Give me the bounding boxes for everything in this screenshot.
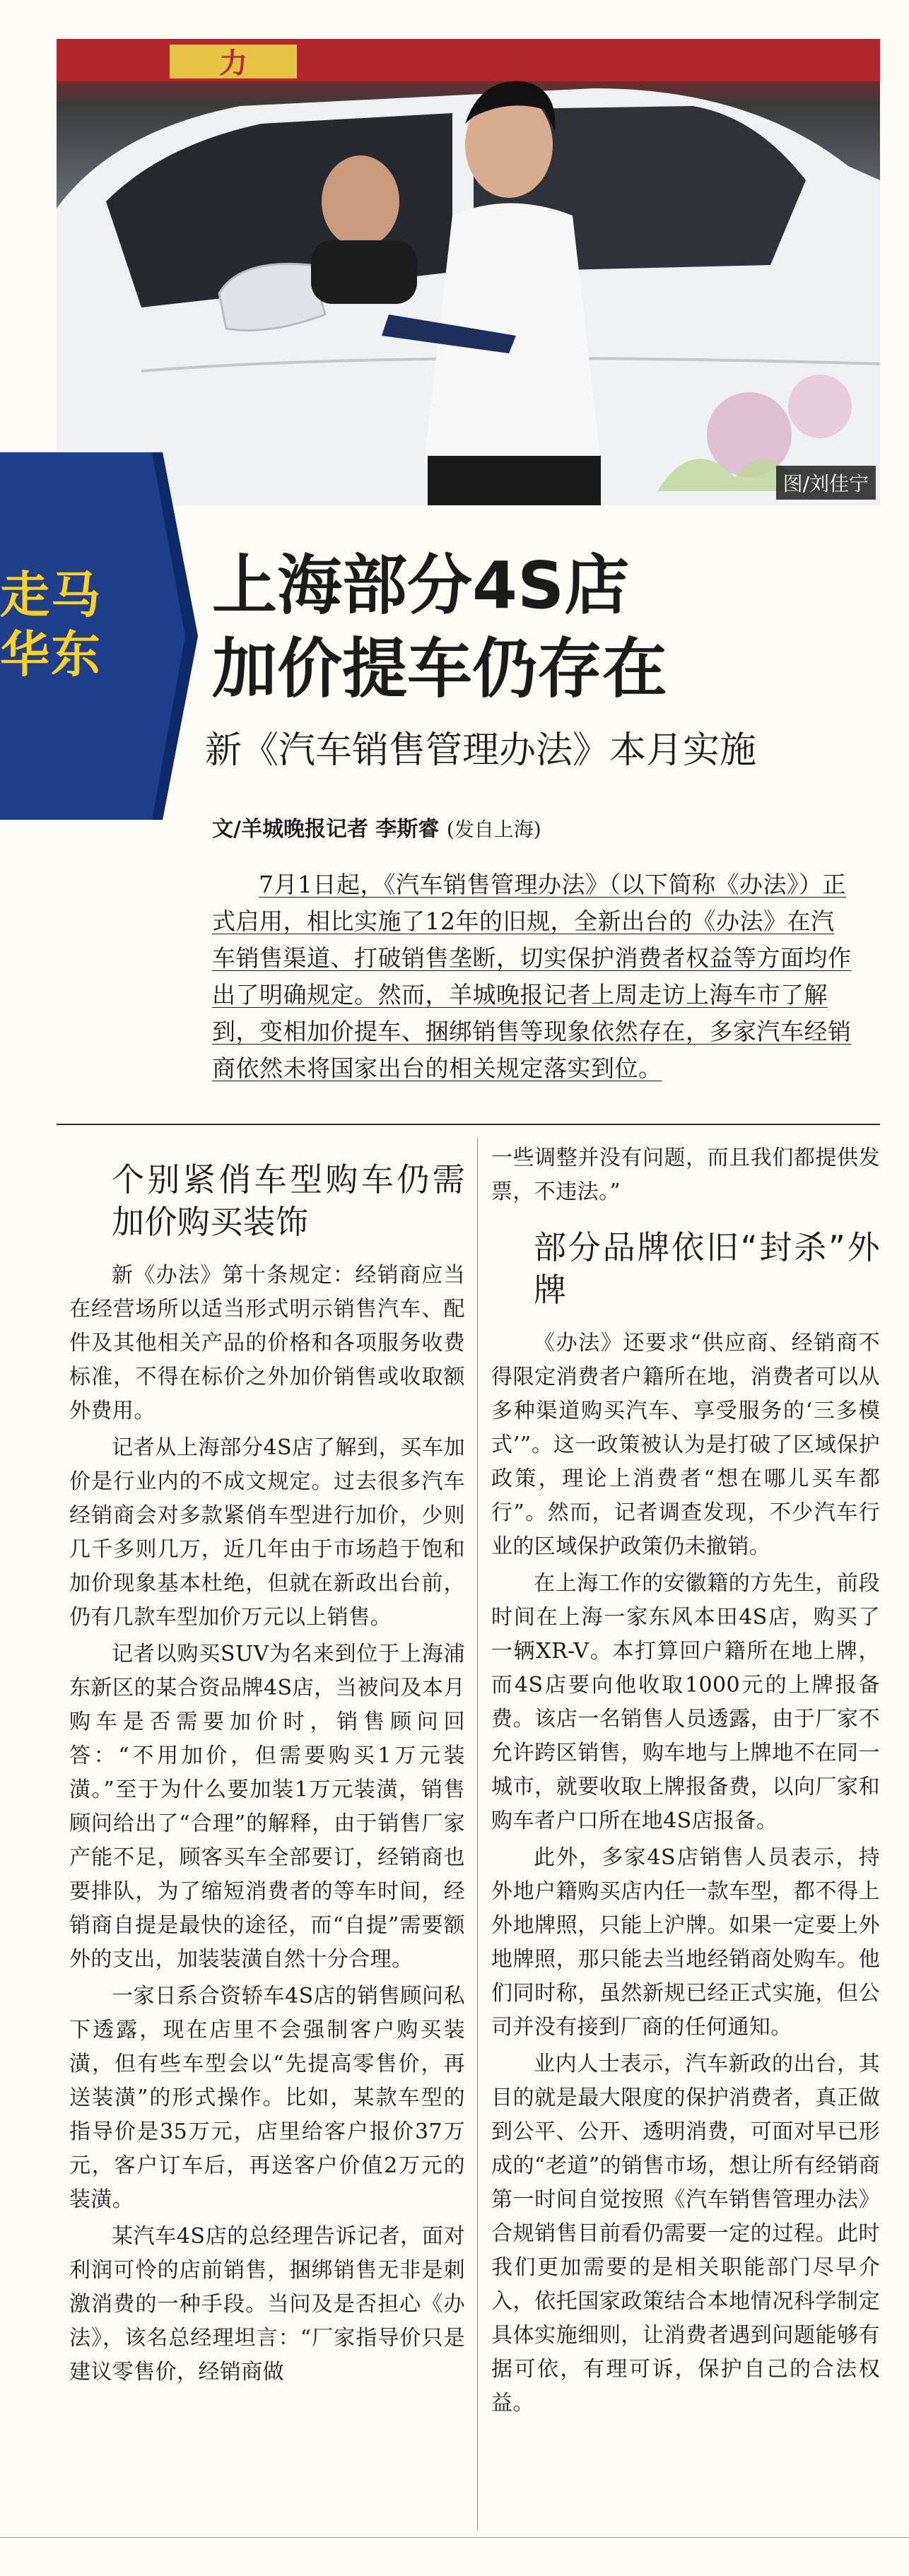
left-paragraph: 一家日系合资轿车4S店的销售顾问私下透露，现在店里不会强制客户购买装潢，但有些车型会以“先提高零售价，再送装潢”的形式操作。比如，某款车型的指导价是35万元，店里给客户报价37万元，客户订车后，再送客户价值2万元的装潢。 bbox=[69, 1984, 465, 2212]
right-section-title: 部分品牌依旧“封杀”外牌 bbox=[534, 1228, 880, 1309]
subheadline: 新《汽车销售管理办法》本月实施 bbox=[205, 729, 757, 772]
left-paragraph: 记者从上海部分4S店了解到，买车加价是行业内的不成文规定。过去很多汽车经销商会对多款紧俏车型进行加价，少则几千多则几万，近几年由于市场趋于饱和加价现象基本杜绝，但就在新政出台前，仍有几款车型加价万元以上销售。 bbox=[69, 1435, 465, 1630]
headline bbox=[212, 544, 891, 711]
right-paragraph: 在上海工作的安徽籍的方先生，前段时间在上海一家东风本田4S店，购买了一辆XR-V。本打算回户籍所在地上牌，而4S店要向他收取1000元的上牌报备费。该店一名销售人员透露，由于厂家不允许跨区销售，购车地与上牌地不在同一城市，就要收取上牌报备费，以向厂家和购车者户口所在地4S店报备。 bbox=[491, 1571, 880, 1833]
news-photo bbox=[57, 39, 880, 505]
byline bbox=[212, 816, 891, 844]
showroom-sign: 力 bbox=[219, 47, 247, 80]
headline-line-1: 上海部分4S店 bbox=[212, 548, 630, 623]
right-continued-text: 一些调整并没有问题，而且我们都提供发票，不违法。” bbox=[491, 1146, 880, 1204]
left-paragraph: 新《办法》第十条规定：经销商应当在经营场所以适当形式明示销售汽车、配件及其他相关产品的价格和各项服务收费标准，不得在标价之外加价销售或收取额外费用。 bbox=[69, 1263, 465, 1423]
right-paragraph: 此外，多家4S店销售人员表示，持外地户籍购买店内任一款车型，都不得上外地牌照，只能上沪牌。如果一定要上外地牌照，那只能去当地经销商处购车。他们同时称，虽然新规已经正式实施，但公司并没有接到厂商的任何通知。 bbox=[491, 1845, 880, 2040]
headline-line-2: 加价提车仍存在 bbox=[212, 631, 668, 707]
page-bottom-edge bbox=[0, 2537, 909, 2576]
column-rule bbox=[477, 1138, 478, 2530]
left-paragraph: 记者以购买SUV为名来到位于上海浦东新区的某合资品牌4S店，当被问及本月购车是否需要加价时，销售顾问回答：“不用加价，但需要购买1万元装潢。”至于为什么要加装1万元装潢，销售顾问给出了“合理”的解释，由于销售厂家产能不足，顾客买车全部要订，经销商也要排队，为了缩短消费者的等车时间，经销商自提是最快的途径，而“自提”需要额外的支出，加装装潢自然十分合理。 bbox=[69, 1642, 465, 1972]
car-showroom-illustration bbox=[57, 39, 880, 505]
right-column bbox=[491, 1141, 880, 2423]
left-paragraph: 某汽车4S店的总经理告诉记者，面对利润可怜的店前销售，捆绑销售无非是刺激消费的一种手段。当问及是否担心《办法》，该名总经理坦言：“厂家指导价只是建议零售价，经销商做 bbox=[69, 2224, 465, 2384]
photo-credit: 图/刘佳宁 bbox=[776, 466, 876, 500]
left-column bbox=[69, 1141, 465, 2392]
column-tag bbox=[0, 565, 141, 684]
left-section-title: 个别紧俏车型购车仍需加价购买装饰 bbox=[112, 1160, 465, 1241]
column-tag-line-1: 走马 bbox=[0, 566, 102, 624]
byline-note: (发自上海) bbox=[446, 818, 541, 841]
right-paragraph: 《办法》还要求“供应商、经销商不得限定消费者户籍所在地，消费者可以从多种渠道购买汽车、享受服务的‘三多模式’”。这一政策被认为是打破了区域保护政策，理论上消费者“想在哪儿买车都行”。然而，记者调查发现，不少汽车行业的区域保护政策仍未撤销。 bbox=[491, 1331, 880, 1559]
column-tag-line-2: 华东 bbox=[0, 625, 102, 683]
right-paragraph: 业内人士表示，汽车新政的出台，其目的就是最大限度的保护消费者，真正做到公平、公开、透明消费，可面对早已形成的“老道”的销售市场，想让所有经销商第一时间自觉按照《汽车销售管理办法》合规销售目前看仍需要一定的过程。此时我们更加需要的是相关职能部门尽早介入，依托国家政策结合本地情况科学制定具体实施细则，让消费者遇到问题能够有据可依，有理可诉，保护自己的合法权益。 bbox=[491, 2052, 880, 2416]
byline-author: 文/羊城晚报记者 李斯睿 bbox=[212, 817, 440, 842]
lead-paragraph bbox=[212, 866, 857, 1087]
lead-text: 7月1日起，《汽车销售管理办法》（以下简称《办法》）正式启用，相比实施了12年的旧规，全新出台的《办法》在汽车销售渠道、打破销售垄断，切实保护消费者权益等方面均作出了明确规定。然而，羊城晚报记者上周走访上海车市了解到，变相加价提车、捆绑销售等现象依然存在，多家汽车经销商依然未将国家出台的相关规定落实到位。 bbox=[212, 871, 852, 1082]
section-divider bbox=[57, 1124, 880, 1125]
